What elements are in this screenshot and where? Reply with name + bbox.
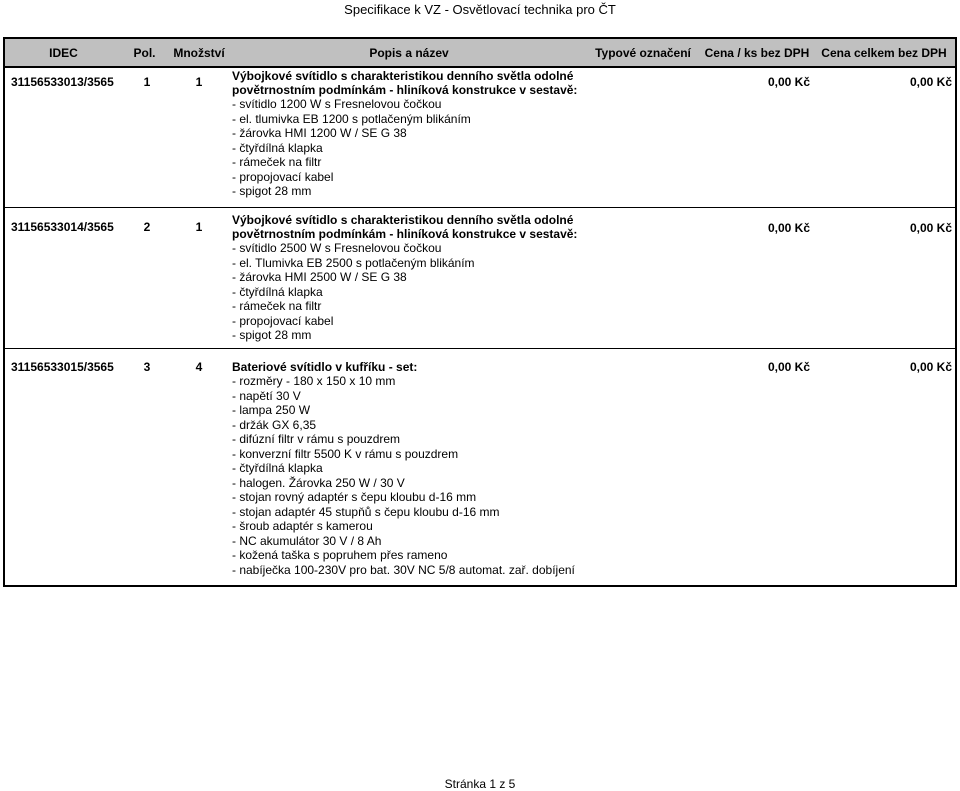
header-pol: Pol.: [133, 46, 156, 60]
table-row: [5, 349, 955, 585]
spec-line: - stojan rovný adaptér s čepu kloubu d-16 mm: [232, 490, 477, 504]
spec-line: - čtyřdílná klapka: [232, 461, 323, 475]
spec-line: - propojovací kabel: [232, 169, 334, 184]
spec-line: - spigot 28 mm: [232, 328, 312, 342]
table-header-row: [5, 39, 955, 68]
row-idec: 31156533014/3565: [11, 220, 114, 234]
row-price-per-unit: 0,00 Kč: [767, 360, 810, 374]
spec-line: - nabíječka 100-230V pro bat. 30V NC 5/8 automat. zař. dobíjení: [232, 562, 575, 577]
header-cena-celkem: Cena celkem bez DPH: [821, 46, 947, 60]
spec-line: - NC akumulátor 30 V / 8 Ah: [232, 533, 382, 548]
header-mnozstvi: Množství: [173, 46, 225, 60]
spec-line: - čtyřdílná klapka: [232, 284, 323, 299]
spec-line: - držák GX 6,35: [232, 417, 317, 432]
page-footer: Stránka 1 z 5: [444, 777, 516, 791]
header-cena-ks: Cena / ks bez DPH: [704, 46, 810, 60]
header-idec: IDEC: [49, 46, 78, 60]
row-title-line-1: Bateriové svítidlo v kufříku - set:: [232, 360, 418, 374]
spec-line: - svítidlo 2500 W s Fresnelovou čočkou: [232, 241, 442, 255]
spec-line: - el. Tlumivka EB 2500 s potlačeným blikáním: [232, 255, 475, 270]
spec-line: - šroub adaptér s kamerou: [232, 519, 373, 533]
row-title-line-1: Výbojkové svítidlo s charakteristikou denního světla odolné: [232, 69, 574, 83]
spec-line: - rozměry - 180 x 150 x 10 mm: [232, 374, 396, 388]
row-description: [232, 213, 592, 343]
spec-line: - napětí 30 V: [232, 388, 301, 403]
row-price-total: 0,00 Kč: [909, 221, 952, 235]
row-mnozstvi: 1: [195, 75, 203, 89]
spec-line: - spigot 28 mm: [232, 184, 312, 198]
spec-line: - žárovka HMI 1200 W / SE G 38: [232, 126, 407, 140]
row-price-per-unit: 0,00 Kč: [767, 75, 810, 89]
specification-table: [3, 37, 957, 587]
row-title-line-2: povětrnostním podmínkám - hliníková konstrukce v sestavě:: [232, 227, 578, 241]
spec-line: - svítidlo 1200 W s Fresnelovou čočkou: [232, 97, 442, 111]
table-row: [5, 68, 955, 208]
row-description: [232, 360, 592, 577]
row-pol: 3: [143, 360, 151, 374]
row-price-per-unit: 0,00 Kč: [767, 221, 810, 235]
row-idec: 31156533015/3565: [11, 360, 114, 374]
row-mnozstvi: 4: [195, 360, 203, 374]
row-idec: 31156533013/3565: [11, 75, 114, 89]
spec-line: - rámeček na filtr: [232, 155, 322, 169]
row-title-line-2: povětrnostním podmínkám - hliníková konstrukce v sestavě:: [232, 83, 578, 97]
row-price-total: 0,00 Kč: [909, 75, 952, 89]
page-title: Specifikace k VZ - Osvětlovací technika pro ČT: [344, 2, 616, 17]
row-title-line-1: Výbojkové svítidlo s charakteristikou denního světla odolné: [232, 213, 574, 227]
row-description: [232, 69, 592, 199]
row-mnozstvi: 1: [195, 220, 203, 234]
row-price-total: 0,00 Kč: [909, 360, 952, 374]
spec-line: - rámeček na filtr: [232, 299, 322, 313]
spec-line: - lampa 250 W: [232, 403, 311, 417]
table-row: [5, 208, 955, 349]
spec-line: - kožená taška s popruhem přes rameno: [232, 548, 448, 562]
header-typove: Typové označení: [595, 46, 691, 60]
spec-line: - halogen. Žárovka 250 W / 30 V: [232, 475, 405, 490]
spec-line: - propojovací kabel: [232, 313, 334, 328]
spec-line: - konverzní filtr 5500 K v rámu s pouzdrem: [232, 446, 459, 461]
row-pol: 2: [143, 220, 151, 234]
row-pol: 1: [143, 75, 151, 89]
header-popis: Popis a název: [369, 46, 449, 60]
spec-line: - stojan adaptér 45 stupňů s čepu kloubu d-16 mm: [232, 504, 500, 519]
spec-line: - difúzní filtr v rámu s pouzdrem: [232, 432, 401, 446]
spec-line: - čtyřdílná klapka: [232, 140, 323, 155]
spec-line: - el. tlumivka EB 1200 s potlačeným blikáním: [232, 111, 471, 126]
spec-line: - žárovka HMI 2500 W / SE G 38: [232, 270, 407, 284]
